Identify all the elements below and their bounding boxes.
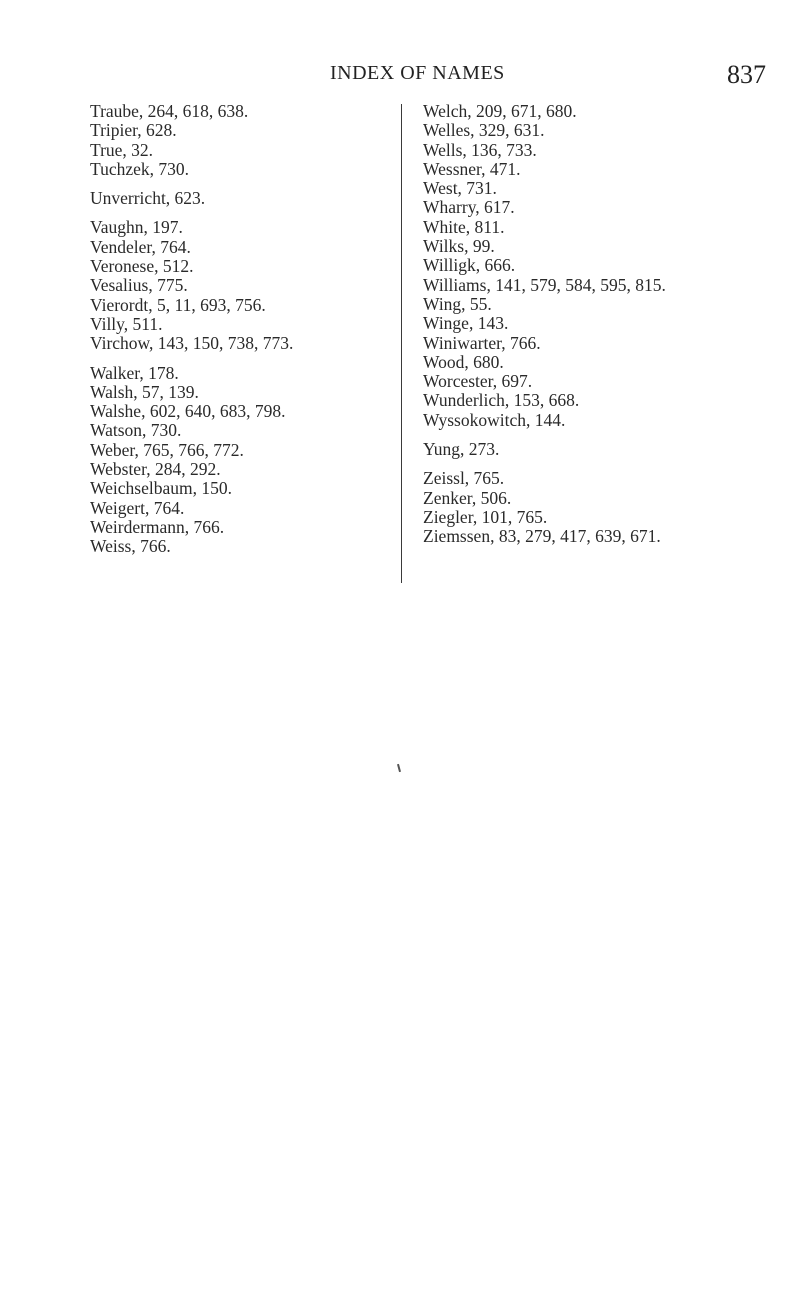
index-entry: Vendeler, 764. [90,236,191,257]
index-entry: Villy, 511. [90,313,163,334]
index-entry: Wing, 55. [423,293,492,314]
index-entry: Ziemssen, 83, 279, 417, 639, 671. [423,526,661,547]
index-entry: Webster, 284, 292. [90,459,221,480]
index-entry: Wessner, 471. [423,158,521,179]
index-group [423,102,773,430]
index-entry: Vaughn, 197. [90,217,183,238]
index-entry: White, 811. [423,216,505,237]
index-entry: Vesalius, 775. [90,275,188,296]
page-number: 837 [727,60,766,89]
index-entry: Unverricht, 623. [90,188,206,209]
index-entry: True, 32. [90,139,154,160]
index-entry: Winiwarter, 766. [423,332,541,353]
index-entry: Vierordt, 5, 11, 693, 756. [90,294,266,315]
index-group [423,469,773,546]
index-entry: Welch, 209, 671, 680. [423,101,577,121]
index-entry: Zeissl, 765. [423,468,505,489]
index-group [90,189,390,208]
index-entry: Walker, 178. [90,362,179,383]
index-entry: Traube, 264, 618, 638. [90,101,249,121]
index-entry: Weigert, 764. [90,497,185,518]
page-title: INDEX OF NAMES [330,62,505,84]
running-head [0,62,800,92]
index-entry: Wyssokowitch, 144. [423,409,566,430]
index-entry: Virchow, 143, 150, 738, 773. [90,333,294,354]
index-entry: Wunderlich, 153, 668. [423,390,580,411]
index-entry: Wood, 680. [423,351,504,372]
index-group [90,364,390,557]
index-group [90,218,390,353]
index-entry: Welles, 329, 631. [423,120,545,141]
index-entry: Zenker, 506. [423,487,512,508]
index-column-right [423,102,773,557]
index-entry: Tripier, 628. [90,120,177,141]
index-group [90,102,390,179]
index-group [423,440,773,459]
index-entry: Worcester, 697. [423,371,533,392]
index-entry: Watson, 730. [90,420,182,441]
index-column-left [90,102,390,567]
index-entry: Williams, 141, 579, 584, 595, 815. [423,274,666,295]
index-entry: Winge, 143. [423,313,509,334]
index-entry: Tuchzek, 730. [90,158,190,179]
ink-speck [397,764,401,772]
index-entry: Veronese, 512. [90,256,194,277]
index-entry: Yung, 273. [423,439,500,460]
index-entry: Weichselbaum, 150. [90,478,232,499]
index-entry: Weiss, 766. [90,536,171,557]
index-entry: Wilks, 99. [423,236,495,257]
index-entry: Ziegler, 101, 765. [423,506,548,527]
index-entry: Weber, 765, 766, 772. [90,439,244,460]
index-entry: Willigk, 666. [423,255,516,276]
index-entry: Walsh, 57, 139. [90,381,199,402]
index-entry: Wharry, 617. [423,197,515,218]
index-entry: Weirdermann, 766. [90,516,225,537]
index-entry: Walshe, 602, 640, 683, 798. [90,401,286,422]
index-entry: Wells, 136, 733. [423,139,537,160]
index-entry: West, 731. [423,178,497,199]
column-divider [401,104,402,583]
